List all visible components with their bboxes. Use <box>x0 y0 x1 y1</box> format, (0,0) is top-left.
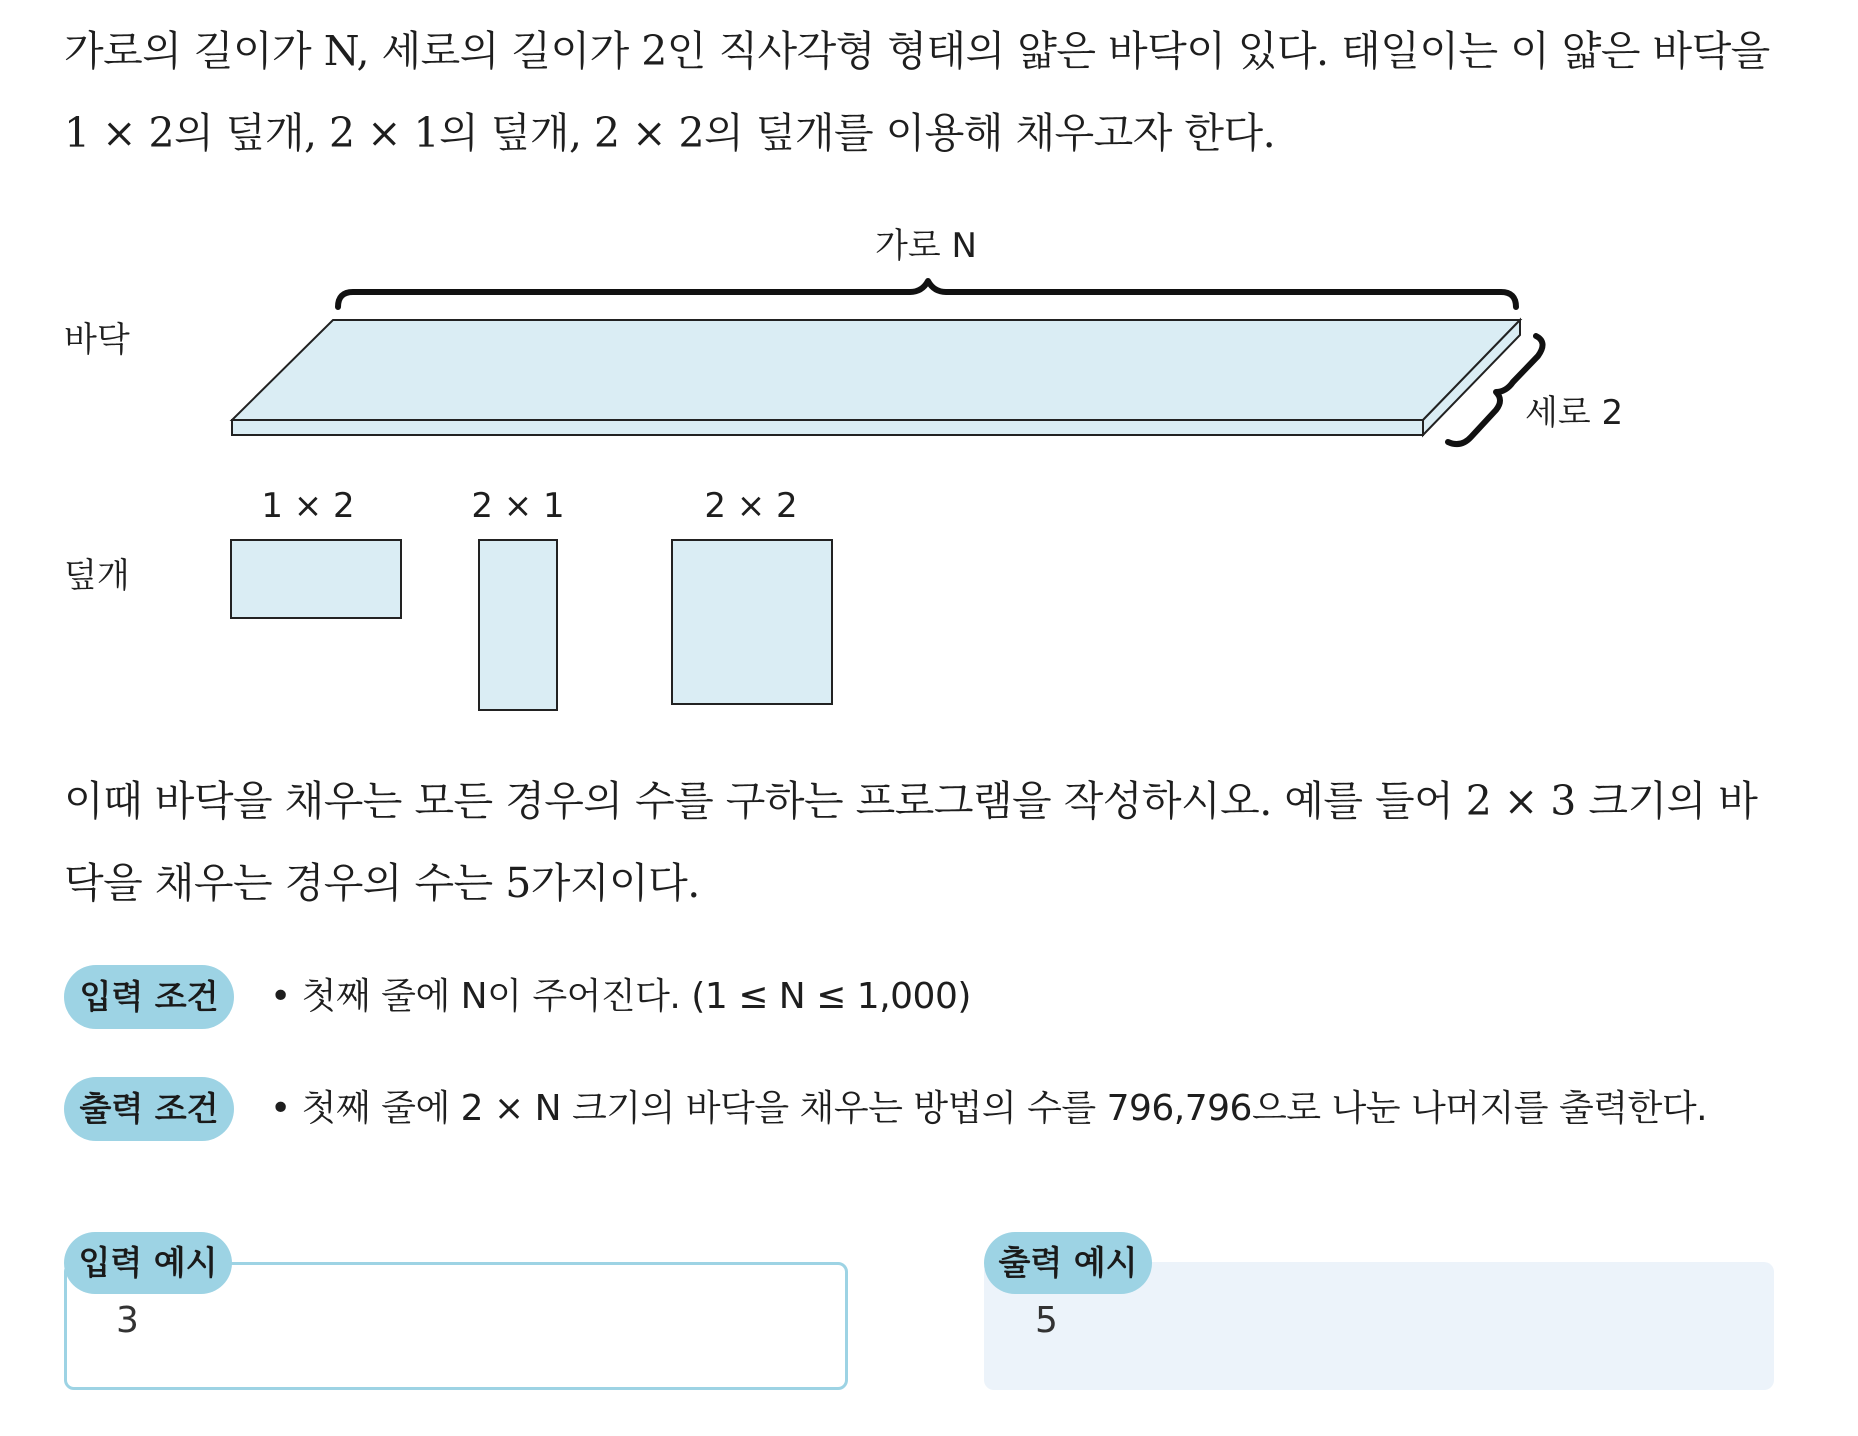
tiling-figure <box>0 200 1858 740</box>
tile-1x2 <box>231 540 401 618</box>
output-condition-badge: 출력 조건 <box>64 1077 234 1141</box>
width-brace-icon <box>338 281 1516 307</box>
output-condition-text: • 첫째 줄에 2 × N 크기의 바닥을 채우는 방법의 수를 796,796으로 나눈 나머지를 출력한다. <box>270 1088 1708 1129</box>
tile-2x1 <box>479 540 557 710</box>
input-example-badge: 입력 예시 <box>64 1232 232 1294</box>
tile-label-1x2: 1 × 2 <box>261 486 355 526</box>
problem-statement-paragraph-1: 가로의 길이가 N, 세로의 길이가 2인 직사각형 형태의 얇은 바닥이 있다. 태일이는 이 얇은 바닥을 1 × 2의 덮개, 2 × 1의 덮개, 2 × 2의 덮개를 이용해 채우고자 한다. <box>64 27 1770 157</box>
input-condition-text: • 첫째 줄에 N이 주어진다. (1 ≤ N ≤ 1,000) <box>270 976 971 1017</box>
tile-label-2x2: 2 × 2 <box>704 486 798 526</box>
output-example-value: 5 <box>1035 1300 1058 1341</box>
floor-top-face <box>232 320 1520 420</box>
height-label: 세로 2 <box>1525 393 1624 433</box>
width-label: 가로 N <box>875 226 977 266</box>
tile-label-2x1: 2 × 1 <box>471 486 565 526</box>
floor-front-face <box>232 420 1423 435</box>
problem-statement-paragraph-2: 이때 바닥을 채우는 모든 경우의 수를 구하는 프로그램을 작성하시오. 예를 들어 2 × 3 크기의 바닥을 채우는 경우의 수는 5가지이다. <box>64 777 1758 907</box>
input-example-value: 3 <box>116 1300 139 1341</box>
cover-label: 덮개 <box>64 556 130 596</box>
output-example-badge: 출력 예시 <box>984 1232 1152 1294</box>
input-condition-badge: 입력 조건 <box>64 965 234 1029</box>
tile-2x2 <box>672 540 832 704</box>
floor-label: 바닥 <box>64 320 130 360</box>
